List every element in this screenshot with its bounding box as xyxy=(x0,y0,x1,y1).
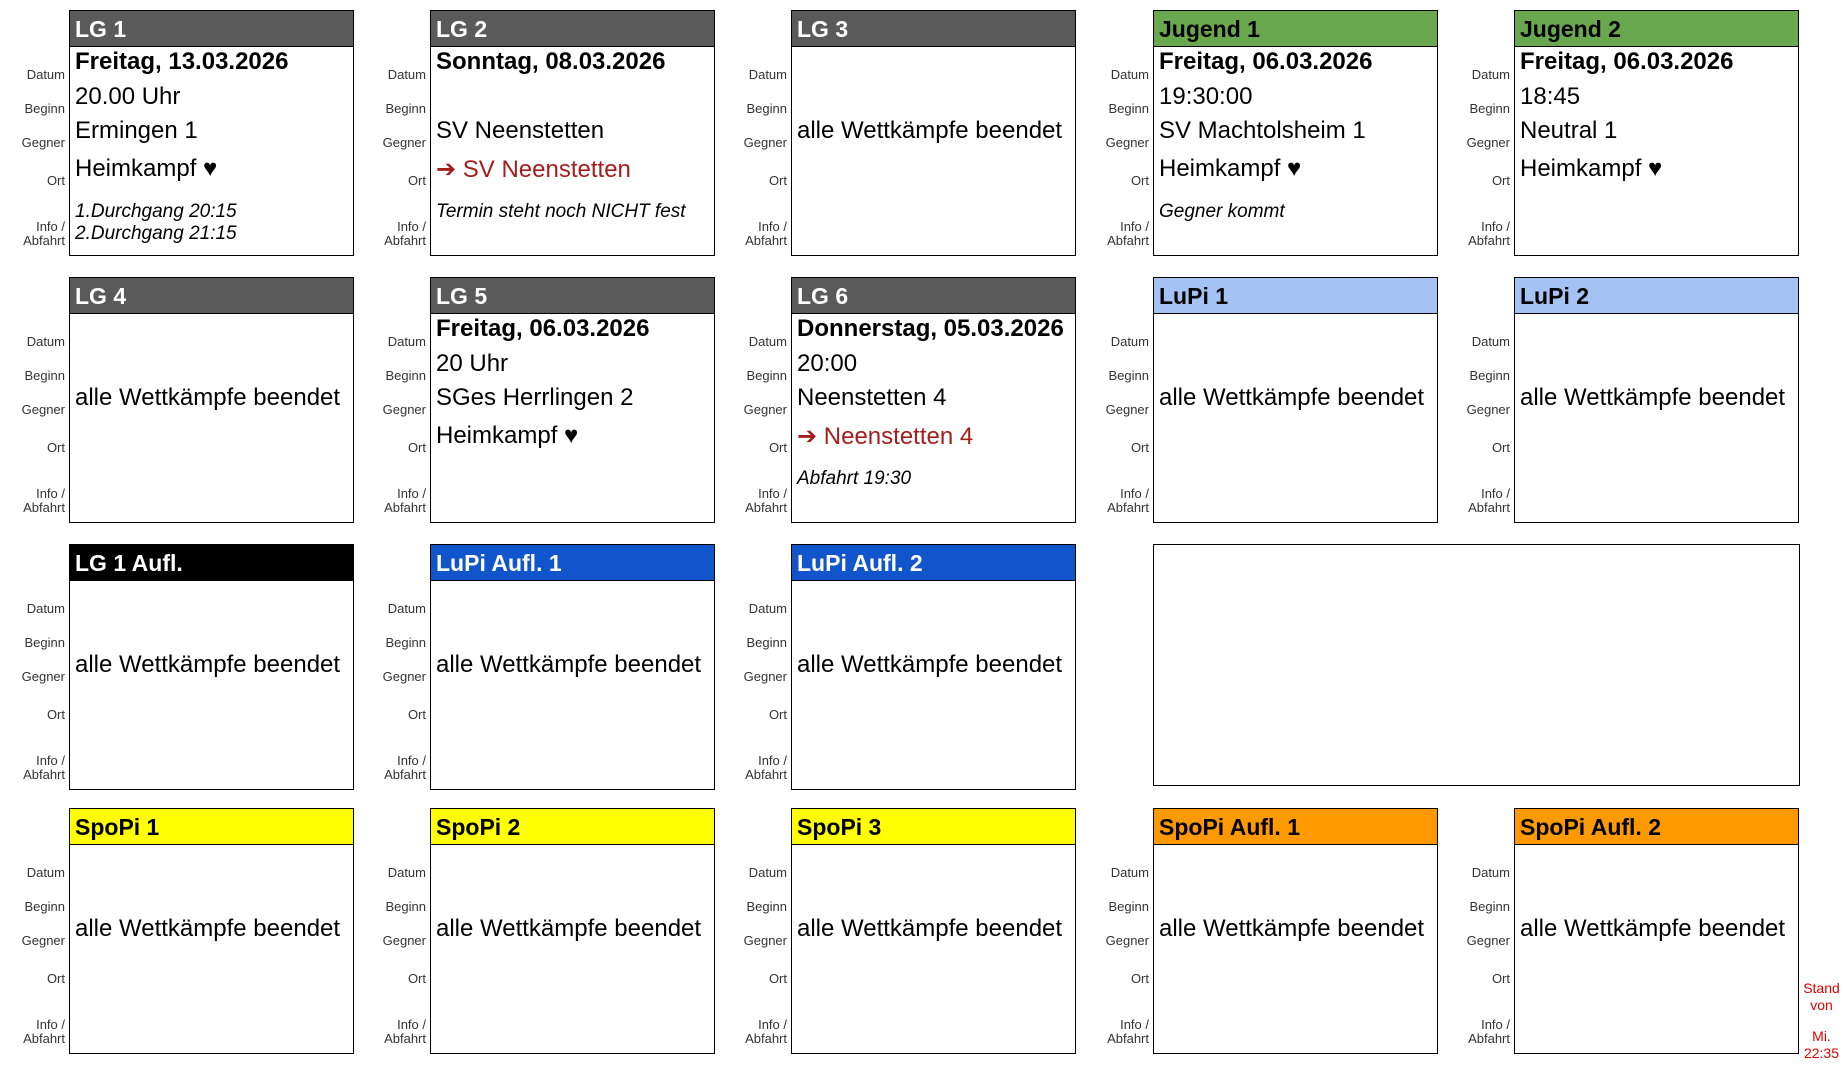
label-gegner: Gegner xyxy=(382,402,426,417)
label-abfahrt: Abfahrt xyxy=(384,767,426,782)
label-ort: Ort xyxy=(1491,173,1510,188)
label-datum: Datum xyxy=(1471,67,1510,82)
label-beginn: Beginn xyxy=(385,101,426,116)
label-beginn: Beginn xyxy=(1108,899,1149,914)
field-labels xyxy=(1446,808,1512,1056)
opponent: alle Wettkämpfe beendet xyxy=(75,915,341,942)
label-gegner: Gegner xyxy=(21,402,65,417)
label-datum: Datum xyxy=(26,67,65,82)
label-datum: Datum xyxy=(387,334,426,349)
label-datum: Datum xyxy=(748,67,787,82)
label-gegner: Gegner xyxy=(382,135,426,150)
team-panel xyxy=(1446,277,1807,525)
match-location: ➔ Neenstetten 4 xyxy=(797,423,974,450)
label-info: Info / xyxy=(758,219,787,234)
team-card xyxy=(791,277,1076,523)
label-info: Info / xyxy=(397,753,426,768)
label-info: Info / xyxy=(36,486,65,501)
opponent: alle Wettkämpfe beendet xyxy=(797,651,1063,678)
field-labels xyxy=(1,277,67,525)
team-panel xyxy=(1,808,362,1056)
label-ort: Ort xyxy=(768,440,787,455)
match-date: Donnerstag, 05.03.2026 xyxy=(797,315,1064,342)
field-labels xyxy=(723,808,789,1056)
opponent: alle Wettkämpfe beendet xyxy=(797,117,1063,144)
field-labels xyxy=(362,277,428,525)
team-card xyxy=(791,544,1076,790)
empty-panel xyxy=(1153,544,1800,786)
opponent: Neenstetten 4 xyxy=(797,384,947,411)
stand-day: Mi. xyxy=(1812,1028,1831,1044)
label-beginn: Beginn xyxy=(24,635,65,650)
label-ort: Ort xyxy=(46,173,65,188)
label-gegner: Gegner xyxy=(21,669,65,684)
stand-label: Stand xyxy=(1803,980,1840,996)
opponent: alle Wettkämpfe beendet xyxy=(436,915,702,942)
label-ort: Ort xyxy=(1491,971,1510,986)
label-ort: Ort xyxy=(768,971,787,986)
label-datum: Datum xyxy=(387,601,426,616)
label-datum: Datum xyxy=(748,601,787,616)
match-info: Abfahrt 19:30 xyxy=(797,468,912,489)
label-info: Info / xyxy=(1120,486,1149,501)
team-header: SpoPi Aufl. 2 xyxy=(1515,809,1798,845)
field-labels xyxy=(723,277,789,525)
label-gegner: Gegner xyxy=(743,402,787,417)
field-labels xyxy=(1446,10,1512,258)
field-labels xyxy=(362,808,428,1056)
label-gegner: Gegner xyxy=(1466,402,1510,417)
label-datum: Datum xyxy=(26,601,65,616)
label-info: Info / xyxy=(36,219,65,234)
match-location: Heimkampf ♥ xyxy=(1159,155,1302,182)
label-beginn: Beginn xyxy=(385,899,426,914)
team-card xyxy=(1514,808,1799,1054)
match-time: 18:45 xyxy=(1520,83,1581,110)
label-abfahrt: Abfahrt xyxy=(23,1031,65,1046)
team-header: SpoPi 2 xyxy=(431,809,714,845)
label-gegner: Gegner xyxy=(743,135,787,150)
label-datum: Datum xyxy=(748,334,787,349)
field-labels xyxy=(1,808,67,1056)
label-gegner: Gegner xyxy=(1466,135,1510,150)
team-panel xyxy=(723,10,1084,258)
team-card xyxy=(1514,10,1799,256)
label-datum: Datum xyxy=(1471,865,1510,880)
label-info: Info / xyxy=(1120,1017,1149,1032)
team-card xyxy=(69,10,354,256)
label-datum: Datum xyxy=(26,865,65,880)
team-card xyxy=(69,544,354,790)
label-gegner: Gegner xyxy=(743,669,787,684)
opponent: SV Neenstetten xyxy=(436,117,605,144)
team-panel xyxy=(1446,10,1807,258)
team-header: LG 3 xyxy=(792,11,1075,47)
label-ort: Ort xyxy=(407,173,426,188)
label-abfahrt: Abfahrt xyxy=(745,767,787,782)
team-header: LG 1 xyxy=(70,11,353,47)
match-time: 20:00 xyxy=(797,350,858,377)
team-card xyxy=(1153,10,1438,256)
field-labels xyxy=(1446,277,1512,525)
label-ort: Ort xyxy=(1491,440,1510,455)
label-info: Info / xyxy=(1481,219,1510,234)
field-labels xyxy=(1,544,67,792)
label-abfahrt: Abfahrt xyxy=(1107,1031,1149,1046)
label-datum: Datum xyxy=(387,865,426,880)
team-header: SpoPi 1 xyxy=(70,809,353,845)
team-panel xyxy=(1085,10,1446,258)
match-date: Freitag, 06.03.2026 xyxy=(1520,48,1734,75)
team-panel xyxy=(362,10,723,258)
match-info: 1.Durchgang 20:15 2.Durchgang 21:15 xyxy=(75,201,237,244)
opponent: alle Wettkämpfe beendet xyxy=(797,915,1063,942)
field-labels xyxy=(1,10,67,258)
label-gegner: Gegner xyxy=(382,933,426,948)
team-header: LG 1 Aufl. xyxy=(70,545,353,581)
label-datum: Datum xyxy=(387,67,426,82)
last-update-stamp xyxy=(1800,980,1843,1062)
label-datum: Datum xyxy=(1110,334,1149,349)
label-ort: Ort xyxy=(46,707,65,722)
match-date: Freitag, 13.03.2026 xyxy=(75,48,289,75)
label-info: Info / xyxy=(758,1017,787,1032)
label-info: Info / xyxy=(758,753,787,768)
label-abfahrt: Abfahrt xyxy=(745,500,787,515)
team-header: LG 4 xyxy=(70,278,353,314)
team-header: LG 2 xyxy=(431,11,714,47)
label-beginn: Beginn xyxy=(746,635,787,650)
label-gegner: Gegner xyxy=(1105,402,1149,417)
label-ort: Ort xyxy=(407,707,426,722)
label-abfahrt: Abfahrt xyxy=(1468,233,1510,248)
team-header: LG 5 xyxy=(431,278,714,314)
label-ort: Ort xyxy=(1130,971,1149,986)
team-card xyxy=(791,808,1076,1054)
team-card xyxy=(69,277,354,523)
label-info: Info / xyxy=(758,486,787,501)
label-gegner: Gegner xyxy=(743,933,787,948)
team-card xyxy=(69,808,354,1054)
match-info: Gegner kommt xyxy=(1159,201,1285,222)
label-ort: Ort xyxy=(407,971,426,986)
opponent: alle Wettkämpfe beendet xyxy=(75,384,341,411)
team-header: LG 6 xyxy=(792,278,1075,314)
label-gegner: Gegner xyxy=(1105,933,1149,948)
team-panel xyxy=(723,277,1084,525)
match-info: Termin steht noch NICHT fest xyxy=(436,201,686,222)
opponent: alle Wettkämpfe beendet xyxy=(1520,915,1786,942)
field-labels xyxy=(1085,10,1151,258)
label-beginn: Beginn xyxy=(24,101,65,116)
label-info: Info / xyxy=(397,1017,426,1032)
match-date: Freitag, 06.03.2026 xyxy=(436,315,650,342)
label-ort: Ort xyxy=(1130,440,1149,455)
team-panel xyxy=(1085,277,1446,525)
team-panel xyxy=(362,808,723,1056)
field-labels xyxy=(1085,277,1151,525)
label-beginn: Beginn xyxy=(1469,899,1510,914)
label-beginn: Beginn xyxy=(1108,368,1149,383)
label-abfahrt: Abfahrt xyxy=(23,233,65,248)
team-card xyxy=(430,808,715,1054)
field-labels xyxy=(362,10,428,258)
field-labels xyxy=(723,544,789,792)
label-beginn: Beginn xyxy=(24,368,65,383)
match-date: Sonntag, 08.03.2026 xyxy=(436,48,666,75)
match-time: 19:30:00 xyxy=(1159,83,1253,110)
label-info: Info / xyxy=(1481,486,1510,501)
label-ort: Ort xyxy=(1130,173,1149,188)
label-datum: Datum xyxy=(26,334,65,349)
label-abfahrt: Abfahrt xyxy=(1107,233,1149,248)
team-card xyxy=(430,544,715,790)
field-labels xyxy=(362,544,428,792)
opponent: alle Wettkämpfe beendet xyxy=(436,651,702,678)
team-card xyxy=(430,10,715,256)
label-abfahrt: Abfahrt xyxy=(1468,500,1510,515)
label-gegner: Gegner xyxy=(382,669,426,684)
label-info: Info / xyxy=(397,219,426,234)
label-info: Info / xyxy=(36,753,65,768)
label-ort: Ort xyxy=(768,707,787,722)
label-abfahrt: Abfahrt xyxy=(1107,500,1149,515)
opponent: Neutral 1 xyxy=(1520,117,1618,144)
team-panel xyxy=(1085,808,1446,1056)
team-card xyxy=(791,10,1076,256)
team-card xyxy=(1153,808,1438,1054)
opponent: alle Wettkämpfe beendet xyxy=(1520,384,1786,411)
label-beginn: Beginn xyxy=(746,899,787,914)
label-ort: Ort xyxy=(407,440,426,455)
label-abfahrt: Abfahrt xyxy=(384,500,426,515)
label-abfahrt: Abfahrt xyxy=(1468,1031,1510,1046)
team-panel xyxy=(1,10,362,258)
field-labels xyxy=(723,10,789,258)
team-header: SpoPi Aufl. 1 xyxy=(1154,809,1437,845)
label-datum: Datum xyxy=(1471,334,1510,349)
team-panel xyxy=(1446,808,1807,1056)
team-header: LuPi Aufl. 2 xyxy=(792,545,1075,581)
label-beginn: Beginn xyxy=(1469,101,1510,116)
label-datum: Datum xyxy=(748,865,787,880)
label-beginn: Beginn xyxy=(385,368,426,383)
label-beginn: Beginn xyxy=(24,899,65,914)
stand-von-label: von xyxy=(1810,997,1833,1013)
label-gegner: Gegner xyxy=(1105,135,1149,150)
team-header: Jugend 2 xyxy=(1515,11,1798,47)
opponent: Ermingen 1 xyxy=(75,117,198,144)
label-beginn: Beginn xyxy=(1469,368,1510,383)
team-panel xyxy=(362,544,723,792)
opponent: alle Wettkämpfe beendet xyxy=(1159,915,1425,942)
team-panel xyxy=(723,544,1084,792)
match-time: 20 Uhr xyxy=(436,350,509,377)
opponent: SV Machtolsheim 1 xyxy=(1159,117,1366,144)
label-beginn: Beginn xyxy=(746,101,787,116)
match-location: Heimkampf ♥ xyxy=(75,155,218,182)
team-card xyxy=(430,277,715,523)
label-abfahrt: Abfahrt xyxy=(745,1031,787,1046)
team-card xyxy=(1153,277,1438,523)
field-labels xyxy=(1085,808,1151,1056)
label-abfahrt: Abfahrt xyxy=(745,233,787,248)
team-panel xyxy=(723,808,1084,1056)
match-date: Freitag, 06.03.2026 xyxy=(1159,48,1373,75)
label-datum: Datum xyxy=(1110,865,1149,880)
label-beginn: Beginn xyxy=(385,635,426,650)
team-header: LuPi 2 xyxy=(1515,278,1798,314)
team-header: SpoPi 3 xyxy=(792,809,1075,845)
label-info: Info / xyxy=(36,1017,65,1032)
team-card xyxy=(1514,277,1799,523)
label-abfahrt: Abfahrt xyxy=(23,767,65,782)
label-ort: Ort xyxy=(768,173,787,188)
team-panel xyxy=(362,277,723,525)
label-beginn: Beginn xyxy=(746,368,787,383)
label-gegner: Gegner xyxy=(1466,933,1510,948)
match-time: 20.00 Uhr xyxy=(75,83,181,110)
team-panel xyxy=(1,544,362,792)
label-abfahrt: Abfahrt xyxy=(384,1031,426,1046)
match-location: Heimkampf ♥ xyxy=(1520,155,1663,182)
label-ort: Ort xyxy=(46,440,65,455)
team-header: LuPi Aufl. 1 xyxy=(431,545,714,581)
match-location: Heimkampf ♥ xyxy=(436,422,579,449)
stand-time: 22:35 xyxy=(1803,1045,1840,1061)
opponent: SGes Herrlingen 2 xyxy=(436,384,634,411)
label-ort: Ort xyxy=(46,971,65,986)
label-gegner: Gegner xyxy=(21,933,65,948)
label-info: Info / xyxy=(397,486,426,501)
opponent: alle Wettkämpfe beendet xyxy=(75,651,341,678)
label-gegner: Gegner xyxy=(21,135,65,150)
label-datum: Datum xyxy=(1110,67,1149,82)
label-info: Info / xyxy=(1120,219,1149,234)
label-abfahrt: Abfahrt xyxy=(384,233,426,248)
team-panel xyxy=(1,277,362,525)
team-header: LuPi 1 xyxy=(1154,278,1437,314)
label-abfahrt: Abfahrt xyxy=(23,500,65,515)
label-beginn: Beginn xyxy=(1108,101,1149,116)
match-location: ➔ SV Neenstetten xyxy=(436,156,631,183)
opponent: alle Wettkämpfe beendet xyxy=(1159,384,1425,411)
label-info: Info / xyxy=(1481,1017,1510,1032)
team-header: Jugend 1 xyxy=(1154,11,1437,47)
